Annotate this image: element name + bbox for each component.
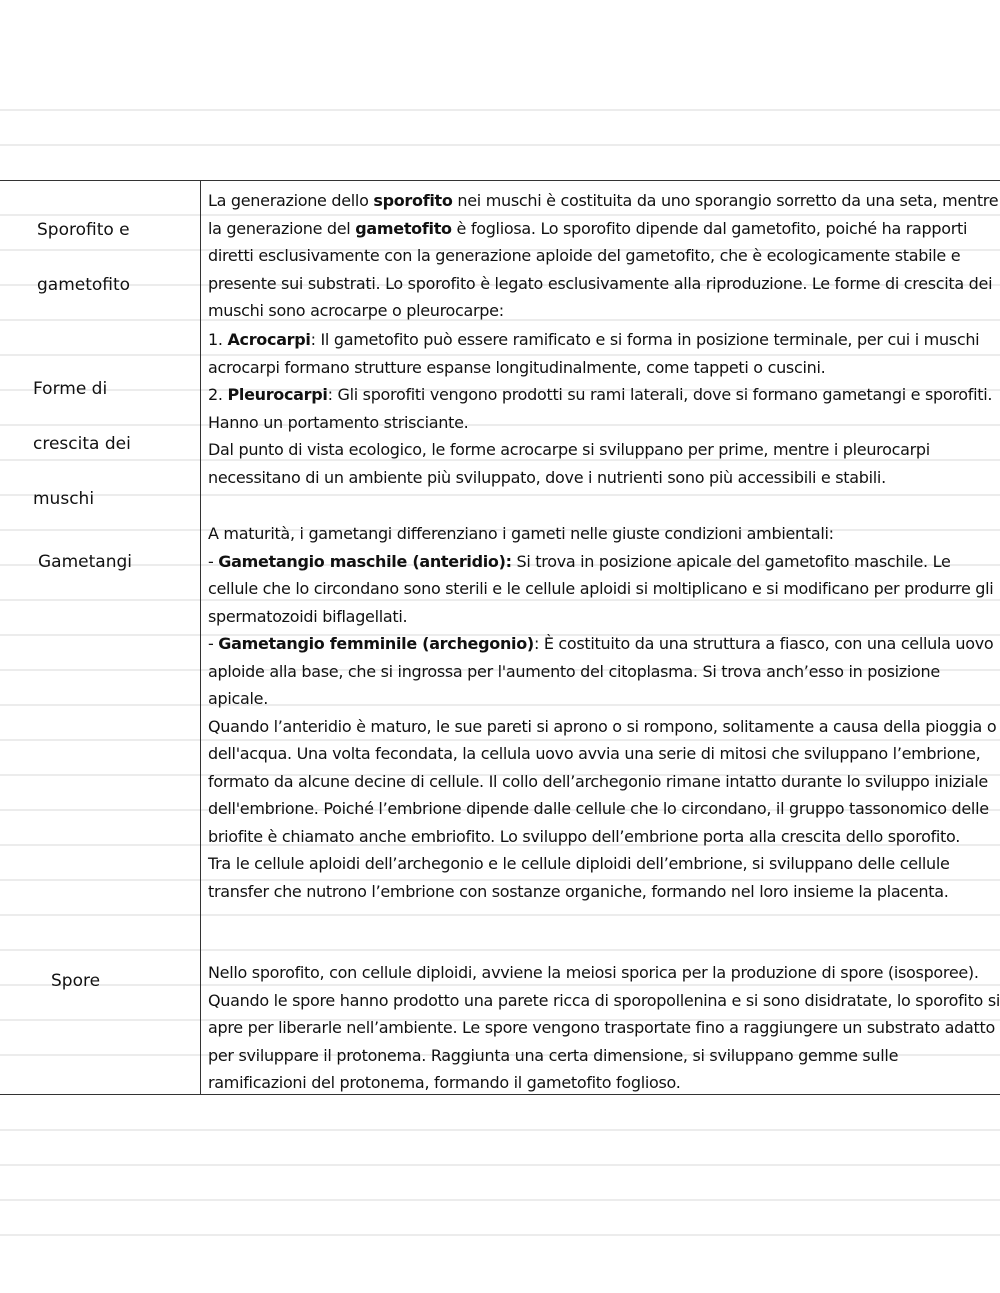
row-label-line: crescita dei xyxy=(33,433,131,454)
bold-term: gametofito xyxy=(355,218,452,238)
row-label-sporofito-gametofito xyxy=(37,189,130,327)
row-content-forme-crescita xyxy=(208,326,1000,491)
paragraph xyxy=(208,959,1000,1097)
paragraph xyxy=(208,326,1000,381)
row-label-forme-crescita xyxy=(33,348,131,541)
paragraph xyxy=(208,850,1000,905)
paragraph xyxy=(208,713,1000,851)
text-run: : Gli sporofiti vengono prodotti su rami laterali, dove si formano gametangi e sporofiti. Hanno un portamento strisciante. xyxy=(208,385,993,432)
paragraph xyxy=(208,630,1000,713)
row-label-gametangi xyxy=(38,521,132,604)
paragraph xyxy=(208,436,1000,491)
text-run: - xyxy=(208,551,219,571)
text-run: : Il gametofito può essere ramificato e si forma in posizione terminale, per cui i muschi acrocarpi formano strutture espanse longitudinalmente, come tappeti o cuscini. xyxy=(208,330,980,377)
text-run: 2. xyxy=(208,385,228,404)
text-run: è fogliosa. Lo sporofito dipende dal gametofito, poiché ha rapporti diretti esclusivamente con la generazione aploide del gametofito, che è ecologicamente stabile e presente sui substrati. Lo sporofito è legato esclusivamente alla riproduzione. Le forme di crescita dei muschi sono acrocarpe o pleurocarpe: xyxy=(208,218,993,320)
bold-term: sporofito xyxy=(373,191,453,210)
text-run: 1. xyxy=(208,330,228,349)
paragraph xyxy=(208,381,1000,436)
row-content-sporofito-gametofito xyxy=(208,187,1000,325)
row-label-line: Forme di xyxy=(33,378,108,399)
text-run: A maturità, i gametangi differenziano i gameti nelle giuste condizioni ambientali: xyxy=(208,524,834,543)
text-run: : È costituito da una struttura a fiasco, con una cellula uovo aploide alla base, che si ingrossa per l'aumento del citoplasma. Si trova anch’esso in posizione apicale. xyxy=(208,634,994,708)
row-label-line: gametofito xyxy=(37,274,131,295)
text-run: Dal punto di vista ecologico, le forme acrocarpe si sviluppano per prime, mentre i pleurocarpi necessitano di un ambiente più sviluppato, dove i nutrienti sono più accessibili e stabili. xyxy=(208,440,930,487)
text-run: nei muschi è costituita da uno sporangio sorretto da una seta, mentre la generazione del xyxy=(208,191,999,238)
bold-term: Pleurocarpi xyxy=(227,385,328,404)
row-label-line: Sporofito e xyxy=(37,219,130,240)
row-content-spore xyxy=(208,959,1000,1097)
row-label-line: Spore xyxy=(51,970,101,991)
row-label-line: Gametangi xyxy=(38,551,132,572)
text-run: Nello sporofito, con cellule diploidi, avviene la meiosi sporica per la produzione di spore (isosporee). Quando le spore hanno prodotto una parete ricca di sporopollenina e si sono disidratate, lo sporofito si apre per liberarle nell’ambiente. Le spore vengono trasportate fino a raggiungere un substrato adatto per sviluppare il protonema. Raggiunta una certa dimensione, si sviluppano gemme sulle ramificazioni del protonema, formando il gametofito foglioso. xyxy=(208,963,1000,1092)
text-run: Tra le cellule aploidi dell’archegonio e le cellule diploidi dell’embrione, si sviluppano delle cellule transfer che nutrono l’embrione con sostanze organiche, formando nel loro insieme la placenta. xyxy=(208,854,950,901)
paragraph xyxy=(208,520,1000,548)
paragraph xyxy=(208,187,1000,325)
bold-term: Gametangio maschile (anteridio): xyxy=(218,551,512,571)
row-content-gametangi xyxy=(208,520,1000,905)
bold-term: Gametangio femminile (archegonio) xyxy=(218,634,534,653)
text-run: Si trova in posizione apicale del gametofito maschile. Le cellule che lo circondano sono sterili e le cellule aploidi si moltiplicano e si modificano per produrre gli spermatozoidi biflagellati. xyxy=(208,551,994,626)
table-top-border xyxy=(0,180,1000,181)
row-label-spore xyxy=(51,940,100,1023)
bold-term: Acrocarpi xyxy=(227,330,311,349)
row-label-line: muschi xyxy=(33,488,95,509)
text-run: Quando l’anteridio è maturo, le sue pareti si aprono o si rompono, solitamente a causa della pioggia o dell'acqua. Una volta fecondata, la cellula uovo avvia una serie di mitosi che sviluppano l’embrione, formato da alcune decine di cellule. Il collo dell’archegonio rimane intatto durante lo sviluppo iniziale dell'embrione. Poiché l’embrione dipende dalle cellule che lo circondano, il gruppo tassonomico delle briofite è chiamato anche embriofito. Lo sviluppo dell’embrione porta alla crescita dello sporofito. xyxy=(208,716,997,846)
text-run: - xyxy=(208,634,219,653)
text-run: La generazione dello xyxy=(208,191,374,210)
paragraph xyxy=(208,548,1000,631)
column-divider xyxy=(200,180,201,1095)
